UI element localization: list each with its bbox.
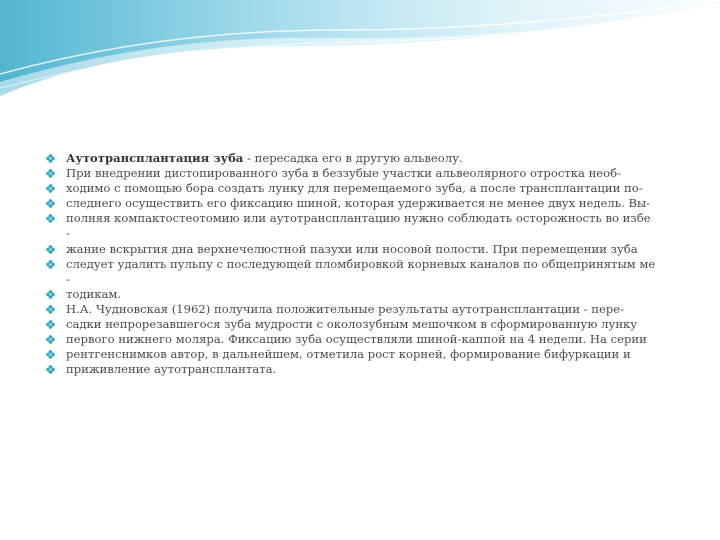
list-item xyxy=(44,362,684,377)
diamond-flower-bullet-icon xyxy=(46,169,55,178)
paragraph-text: Н.А. Чудновская (1962) получила положительные результаты аутотрансплантации - пере- xyxy=(66,301,625,316)
paragraph-text: жание вскрытия дна верхнечелюстной пазухи или носовой полости. При перемещении зуба xyxy=(66,241,638,256)
list-item xyxy=(44,226,684,241)
diamond-flower-bullet-icon xyxy=(46,365,55,374)
bullet-list xyxy=(44,151,684,377)
paragraph-text: следнего осуществить его фиксацию шиной, которая удерживается не менее двух недель. Вы- xyxy=(66,196,651,211)
diamond-flower-bullet-icon xyxy=(46,154,55,163)
diamond-flower-bullet-icon xyxy=(46,350,55,359)
list-item xyxy=(44,166,684,181)
list-item xyxy=(44,151,684,166)
paragraph-text: рентгенснимков автор, в дальнейшем, отметила рост корней, формирование бифуркации и xyxy=(66,347,631,362)
diamond-flower-bullet-icon xyxy=(46,305,55,314)
diamond-flower-bullet-icon xyxy=(46,214,55,223)
text-block xyxy=(44,151,684,377)
paragraph-text: следует удалить пульпу с последующей пломбировкой корневых каналов по общепринятым ме xyxy=(66,256,656,271)
list-item xyxy=(44,211,684,226)
paragraph-text: первого нижнего моляра. Фиксацию зуба осуществляли шиной-каппой на 4 недели. На серии xyxy=(66,332,647,347)
list-item xyxy=(44,317,684,332)
diamond-flower-bullet-icon xyxy=(46,199,55,208)
paragraph-text: тодикам. xyxy=(66,286,122,301)
paragraph-text: - xyxy=(66,271,70,286)
list-item xyxy=(44,257,684,272)
list-item xyxy=(44,242,684,257)
diamond-flower-bullet-icon xyxy=(46,260,55,269)
diamond-flower-bullet-icon xyxy=(46,335,55,344)
paragraph-text: - xyxy=(66,226,70,241)
diamond-flower-bullet-icon xyxy=(46,320,55,329)
paragraph-text: ходимо с помощью бора создать лунку для перемещаемого зуба, а после трансплантации по- xyxy=(66,181,643,196)
term-text: Аутотрансплантация зуба xyxy=(66,151,244,165)
list-item xyxy=(44,287,684,302)
paragraph-text: приживление аутотрансплантата. xyxy=(66,362,277,377)
diamond-flower-bullet-icon xyxy=(46,290,55,299)
list-item xyxy=(44,332,684,347)
list-item xyxy=(44,272,684,287)
paragraph-text: полняя компактостеотомию или аутотрансплантацию нужно соблюдать осторожность во избе xyxy=(66,211,651,226)
paragraph-text: При внедрении дистопированного зуба в беззубые участки альвеолярного отростка необ- xyxy=(66,166,622,181)
paragraph-text: - пересадка его в другую альвеолу. xyxy=(243,151,463,165)
header-decoration xyxy=(0,0,720,120)
list-item xyxy=(44,347,684,362)
list-item xyxy=(44,302,684,317)
diamond-flower-bullet-icon xyxy=(46,245,55,254)
list-item xyxy=(44,181,684,196)
list-item xyxy=(44,196,684,211)
diamond-flower-bullet-icon xyxy=(46,184,55,193)
paragraph-text: садки непрорезавшегося зуба мудрости с околозубным мешочком в сформированную лунку xyxy=(66,317,638,332)
